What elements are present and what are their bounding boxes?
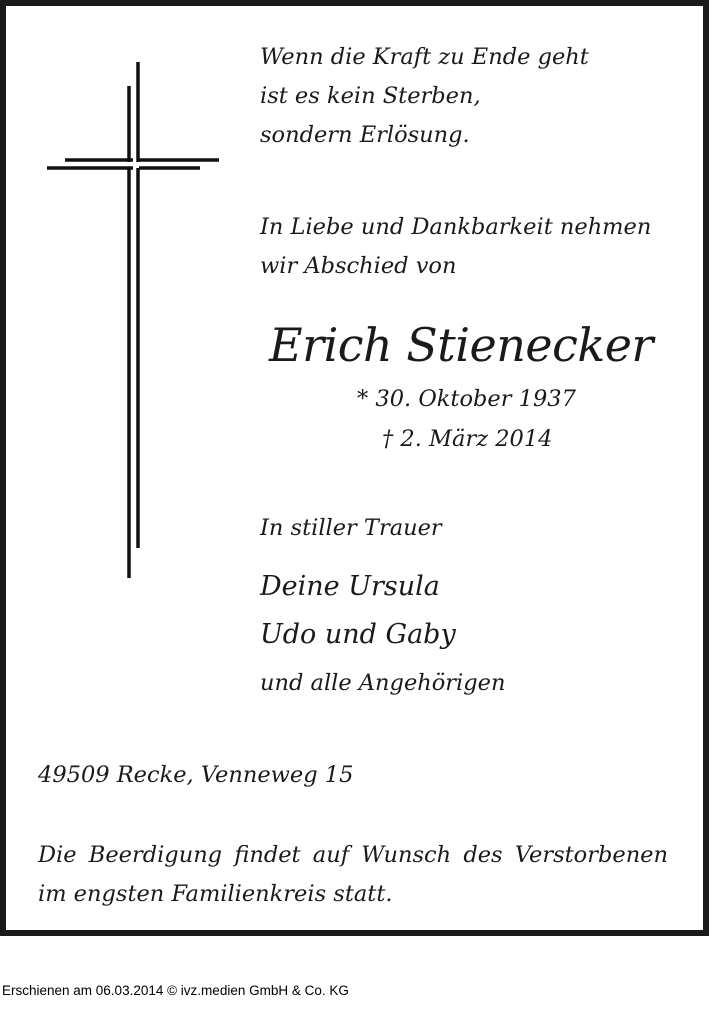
family-member: Deine Ursula	[260, 571, 440, 602]
death-date: † 2. März 2014	[382, 426, 553, 452]
funeral-note-line: Die Beerdigung findet auf Wunsch des Verstorbenen	[38, 842, 668, 868]
family-member: Udo und Gaby	[260, 619, 456, 650]
poem-line: sondern Erlösung.	[260, 122, 470, 148]
relatives-line: und alle Angehörigen	[260, 670, 506, 696]
deceased-name: Erich Stienecker	[269, 318, 653, 372]
poem-line: ist es kein Sterben,	[260, 83, 481, 109]
cross-icon	[42, 56, 222, 586]
address: 49509 Recke, Venneweg 15	[38, 762, 354, 788]
intro-line: wir Abschied von	[260, 253, 457, 279]
birth-date: * 30. Oktober 1937	[357, 386, 576, 412]
publication-credit: Erschienen am 06.03.2014 © ivz.medien GmbH & Co. KG	[2, 983, 349, 998]
poem-line: Wenn die Kraft zu Ende geht	[260, 44, 589, 70]
intro-text	[260, 216, 651, 294]
funeral-note-line: im engsten Familienkreis statt.	[38, 881, 393, 907]
intro-line: In Liebe und Dankbarkeit nehmen	[260, 214, 652, 240]
mourning-line: In stiller Trauer	[260, 515, 442, 541]
poem	[260, 46, 589, 163]
